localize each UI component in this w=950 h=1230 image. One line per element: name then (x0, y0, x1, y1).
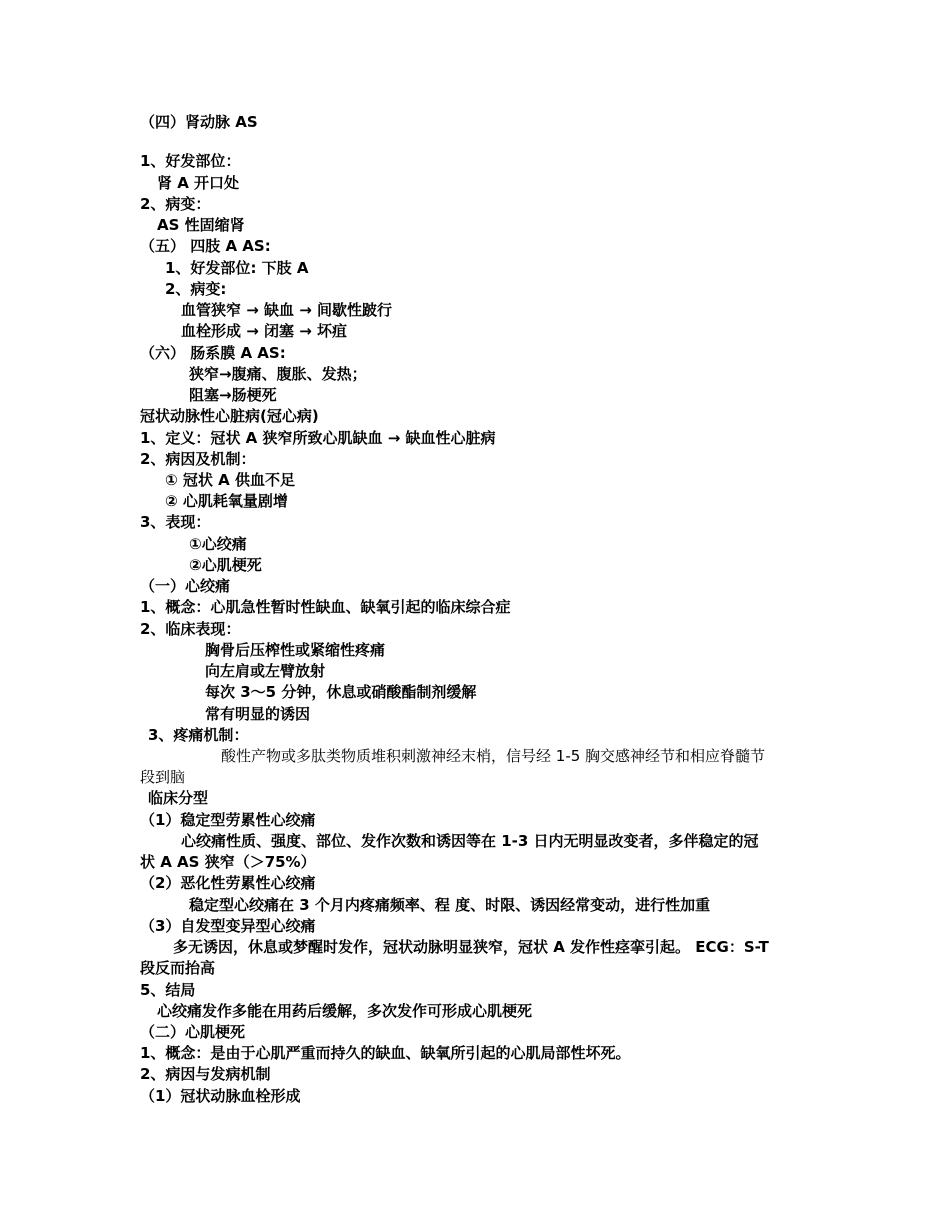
text-line: 段到脑 (140, 768, 186, 786)
text-line: （2）恶化性劳累性心绞痛 (140, 874, 316, 892)
heading-renal-artery: （四）肾动脉 AS (140, 113, 258, 131)
text-line: 向左肩或左臂放射 (205, 662, 326, 680)
text-line: 3、表现： (140, 513, 211, 531)
heading-coronary-heart-disease: 冠状动脉性心脏病(冠心病) (140, 407, 319, 425)
text-line: 2、病因及机制： (140, 450, 256, 468)
item-lesion: 2、病变： (140, 195, 211, 213)
text-line: ① 冠状 A 供血不足 (165, 471, 295, 489)
text-line: 胸骨后压榨性或紧缩性疼痛 (205, 641, 386, 659)
item-predilection-site: 1、好发部位： (140, 152, 241, 170)
text-line: （1）稳定型劳累性心绞痛 (140, 811, 316, 829)
text-line: ①心绞痛 (189, 535, 247, 553)
text-line: （1）冠状动脉血栓形成 (140, 1087, 301, 1105)
text-line: 2、病因与发病机制 (140, 1065, 271, 1083)
text-line: 5、结局 (140, 981, 196, 999)
text-line: 状 A AS 狭窄（＞75%） (140, 853, 316, 871)
text-line: （3）自发型变异型心绞痛 (140, 917, 316, 935)
text-line: 酸性产物或多肽类物质堆积刺激神经末梢，信号经 1-5 胸交感神经节和相应脊髓节 (221, 747, 766, 765)
text-line: 稳定型心绞痛在 3 个月内疼痛频率、程 度、时限、诱因经常变动，进行性加重 (189, 896, 711, 914)
text-line: 3、疼痛机制： (148, 726, 249, 744)
text-line: 狭窄→腹痛、腹胀、发热； (189, 365, 367, 383)
text-line: AS 性固缩肾 (157, 216, 245, 234)
text-line: 血管狭窄 → 缺血 → 间歇性跛行 (181, 301, 393, 319)
text-line: ② 心肌耗氧量剧增 (165, 492, 288, 510)
text-line: 2、临床表现： (140, 620, 241, 638)
heading-mesenteric-artery: （六） 肠系膜 A AS: (140, 344, 286, 362)
text-line: 心绞痛性质、强度、部位、发作次数和诱因等在 1-3 日内无明显改变者，多伴稳定的冠 (181, 832, 759, 850)
text-line: 常有明显的诱因 (205, 705, 311, 723)
heading-myocardial-infarction: （二）心肌梗死 (140, 1023, 246, 1041)
text-line: 肾 A 开口处 (157, 174, 240, 192)
text-line: 每次 3～5 分钟，休息或硝酸酯制剂缓解 (205, 683, 477, 701)
text-line: 1、定义：冠状 A 狭窄所致心肌缺血 → 缺血性心脏病 (140, 429, 496, 447)
text-line: 2、病变: (165, 280, 227, 298)
heading-clinical-types: 临床分型 (148, 789, 209, 807)
text-line: 1、好发部位: 下肢 A (165, 259, 309, 277)
heading-angina: （一）心绞痛 (140, 577, 231, 595)
text-line: 1、概念：是由于心肌严重而持久的缺血、缺氧所引起的心肌局部性坏死。 (140, 1044, 631, 1062)
text-line: 心绞痛发作多能在用药后缓解，多次发作可形成心肌梗死 (157, 1002, 533, 1020)
text-line: 多无诱因，休息或梦醒时发作，冠状动脉明显狭窄，冠状 A 发作性痉挛引起。 ECG：S-T (173, 938, 769, 956)
heading-limb-artery: （五） 四肢 A AS: (140, 237, 271, 255)
text-line: 段反而抬高 (140, 959, 216, 977)
text-line: ②心肌梗死 (189, 556, 262, 574)
text-line: 阻塞→肠梗死 (189, 386, 277, 404)
text-line: 1、概念：心肌急性暂时性缺血、缺氧引起的临床综合症 (140, 598, 511, 616)
text-line: 血栓形成 → 闭塞 → 坏疽 (181, 322, 348, 340)
